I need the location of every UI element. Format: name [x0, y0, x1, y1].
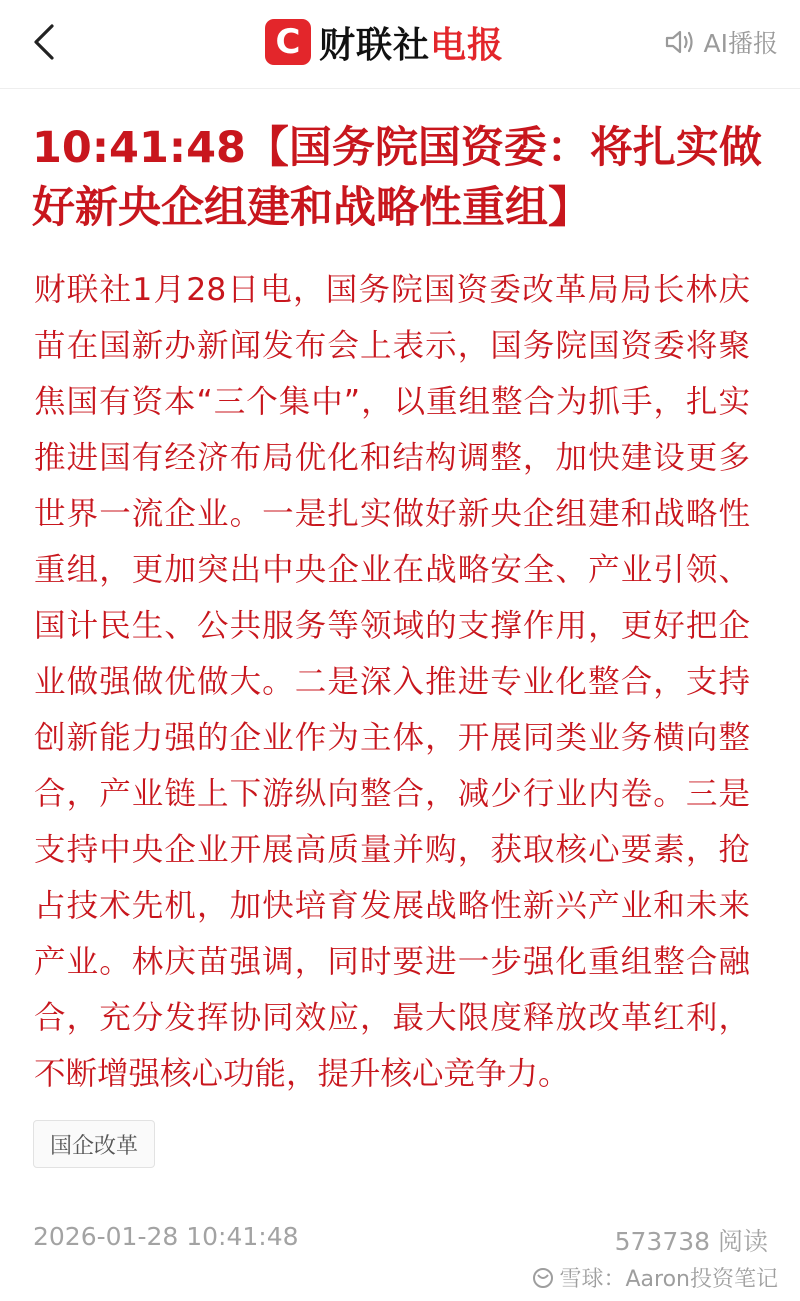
top-bar [0, 0, 800, 89]
chevron-left-icon [33, 24, 55, 60]
watermark-text: 雪球：Aaron投资笔记 [559, 1267, 778, 1292]
logo-text-main: 财联社 [319, 24, 431, 66]
topic-tag[interactable]: 国企改革 [33, 1120, 155, 1168]
snowball-icon [532, 1267, 554, 1289]
article-body: 财联社1月28日电，国务院国资委改革局局长林庆苗在国新办新闻发布会上表示，国务院国资委将聚焦国有资本“三个集中”，以重组整合为抓手，扎实推进国有经济布局优化和结构调整，加快建设更多世界一流企业。一是扎实做好新央企组建和战略性重组，更加突出中央企业在战略安全、产业引领、国计民生、公共服务等领域的支撑作用，更好把企业做强做优做大。二是深入推进专业化整合，支持创新能力强的企业作为主体，开展同类业务横向整合，产业链上下游纵向整合，减少行业内卷。三是支持中央企业开展高质量并购，获取核心要素，抢占技术先机，加快培育发展战略性新兴产业和未来产业。林庆苗强调，同时要进一步强化重组整合融合，充分发挥协同效应，最大限度释放改革红利，不断增强核心功能，提升核心竞争力。 [34, 272, 750, 1092]
article-headline: 10:41:48【国务院国资委：将扎实做好新央企组建和战略性重组】 [32, 123, 762, 233]
publish-timestamp: 2026-01-28 10:41:48 [33, 1222, 299, 1251]
watermark [532, 1262, 779, 1293]
speaker-icon [664, 28, 696, 56]
ai-broadcast-label: AI播报 [703, 29, 778, 58]
read-count: 573738 阅读 [614, 1227, 768, 1256]
app-logo [265, 18, 504, 66]
logo-text-accent: 电报 [430, 24, 505, 66]
back-button[interactable] [22, 20, 66, 64]
logo-mark: C [265, 19, 311, 65]
ai-broadcast-button[interactable] [664, 24, 778, 60]
logo-text [319, 17, 504, 68]
